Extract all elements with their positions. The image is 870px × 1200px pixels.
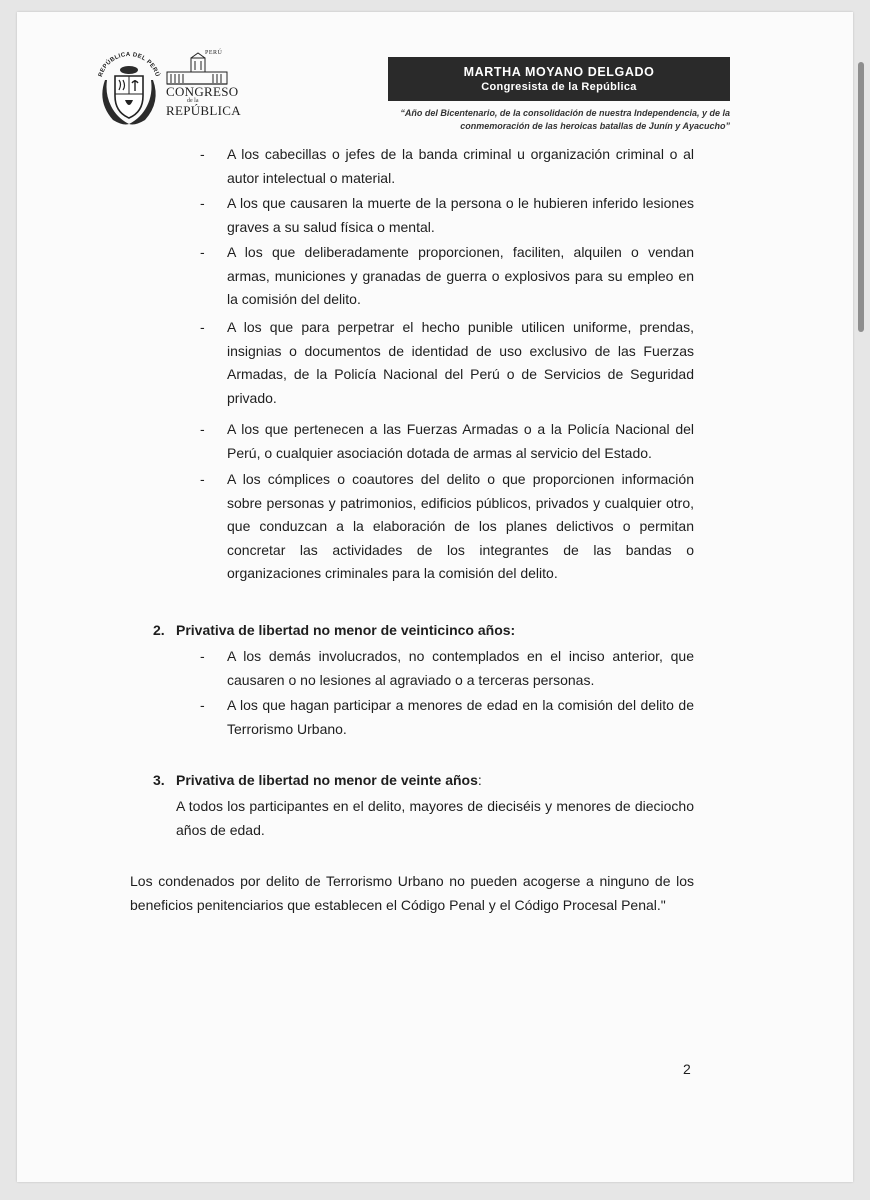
- congresista-name-banner: [388, 57, 730, 101]
- congresista-name: MARTHA MOYANO DELGADO: [463, 65, 655, 79]
- bullet-dash: -: [200, 648, 205, 664]
- congress-building-icon: [167, 53, 227, 84]
- page-number: 2: [683, 1061, 691, 1077]
- bullet-text: A los que para perpetrar el hecho punible utilicen uniforme, prendas, insignias o documentos de identidad de uso exclusivo de las Fuerzas Armadas, de la Policía Nacional del Perú o de Servicios de Seguridad privado.: [227, 319, 694, 406]
- bullet-text: A los demás involucrados, no contemplados en el inciso anterior, que causaren o no lesiones al agraviado o a terceras personas.: [227, 648, 694, 688]
- list-item: [200, 143, 694, 190]
- vertical-scrollbar[interactable]: [858, 62, 864, 332]
- item-3-heading: [153, 769, 673, 793]
- logo-republica-label: REPÚBLICA: [166, 103, 241, 118]
- list-item: [200, 316, 694, 410]
- bullet-dash: -: [200, 244, 205, 260]
- closing-paragraph: Los condenados por delito de Terrorismo Urbano no pueden acogerse a ninguno de los beneficios penitenciarios que establecen el Código Penal y el Código Procesal Penal.": [130, 873, 694, 913]
- item-3-number: 3.: [153, 772, 165, 788]
- list-item: [200, 241, 694, 312]
- list-item: [200, 645, 694, 692]
- logo-de-la-label: de la: [187, 98, 199, 104]
- bullet-text: A los que deliberadamente proporcionen, faciliten, alquilen o vendan armas, municiones y granadas de guerra o explosivos para su empleo en la comisión del delito.: [227, 244, 694, 307]
- bullet-text: A los que pertenecen a las Fuerzas Armadas o a la Policía Nacional del Perú, o cualquier asociación dotada de armas al servicio del Estado.: [227, 421, 694, 461]
- item-2-number: 2.: [153, 622, 165, 638]
- bullet-text: A los cabecillas o jefes de la banda criminal u organización criminal o al autor intelectual o material.: [227, 146, 694, 186]
- bullet-dash: -: [200, 421, 205, 437]
- congresista-role: Congresista de la República: [481, 81, 637, 93]
- bullet-text: A los que hagan participar a menores de edad en la comisión del delito de Terrorismo Urbano.: [227, 697, 694, 737]
- bullet-text: A los cómplices o coautores del delito o que proporcionen información sobre personas y patrimonios, edificios públicos, privados y cualquier otro, que conduzcan a la elaboración de los planes delictivos o permitan concretar las actividades de los integrantes de las bandas o organizaciones criminales para la comisión del delito.: [227, 471, 694, 581]
- bullet-dash: -: [200, 471, 205, 487]
- bullet-text: A los que causaren la muerte de la persona o le hubieren inferido lesiones graves a su salud física o mental.: [227, 195, 694, 235]
- bullet-dash: -: [200, 146, 205, 162]
- item-2-title: Privativa de libertad no menor de veinticinco años:: [176, 622, 516, 638]
- bullet-dash: -: [200, 697, 205, 713]
- item-3-text: A todos los participantes en el delito, mayores de dieciséis y menores de dieciocho años de edad.: [176, 798, 694, 838]
- item-3-title-text: Privativa de libertad no menor de veinte años: [176, 772, 478, 788]
- logo-peru-label: PERÚ: [205, 50, 223, 56]
- logo-congreso-label: CONGRESO: [166, 84, 239, 99]
- item-3-title: [176, 769, 482, 793]
- year-motto: [380, 107, 730, 133]
- list-item: [200, 192, 694, 239]
- item-2-heading: [153, 619, 673, 643]
- bullet-dash: -: [200, 195, 205, 211]
- list-item: [200, 468, 694, 586]
- motto-line-2: conmemoración de las heroicas batallas de Junín y Ayacucho”: [460, 121, 730, 131]
- logo-republica-del-peru: REPÚBLICA DEL PERÚ: [97, 51, 161, 78]
- bullet-dash: -: [200, 319, 205, 335]
- list-item: [200, 694, 694, 741]
- item-3-title-colon: :: [477, 772, 482, 788]
- motto-line-1: “Año del Bicentenario, de la consolidación de nuestra Independencia, y de la: [400, 108, 730, 118]
- list-item: [200, 418, 694, 465]
- congreso-logo: [95, 50, 241, 130]
